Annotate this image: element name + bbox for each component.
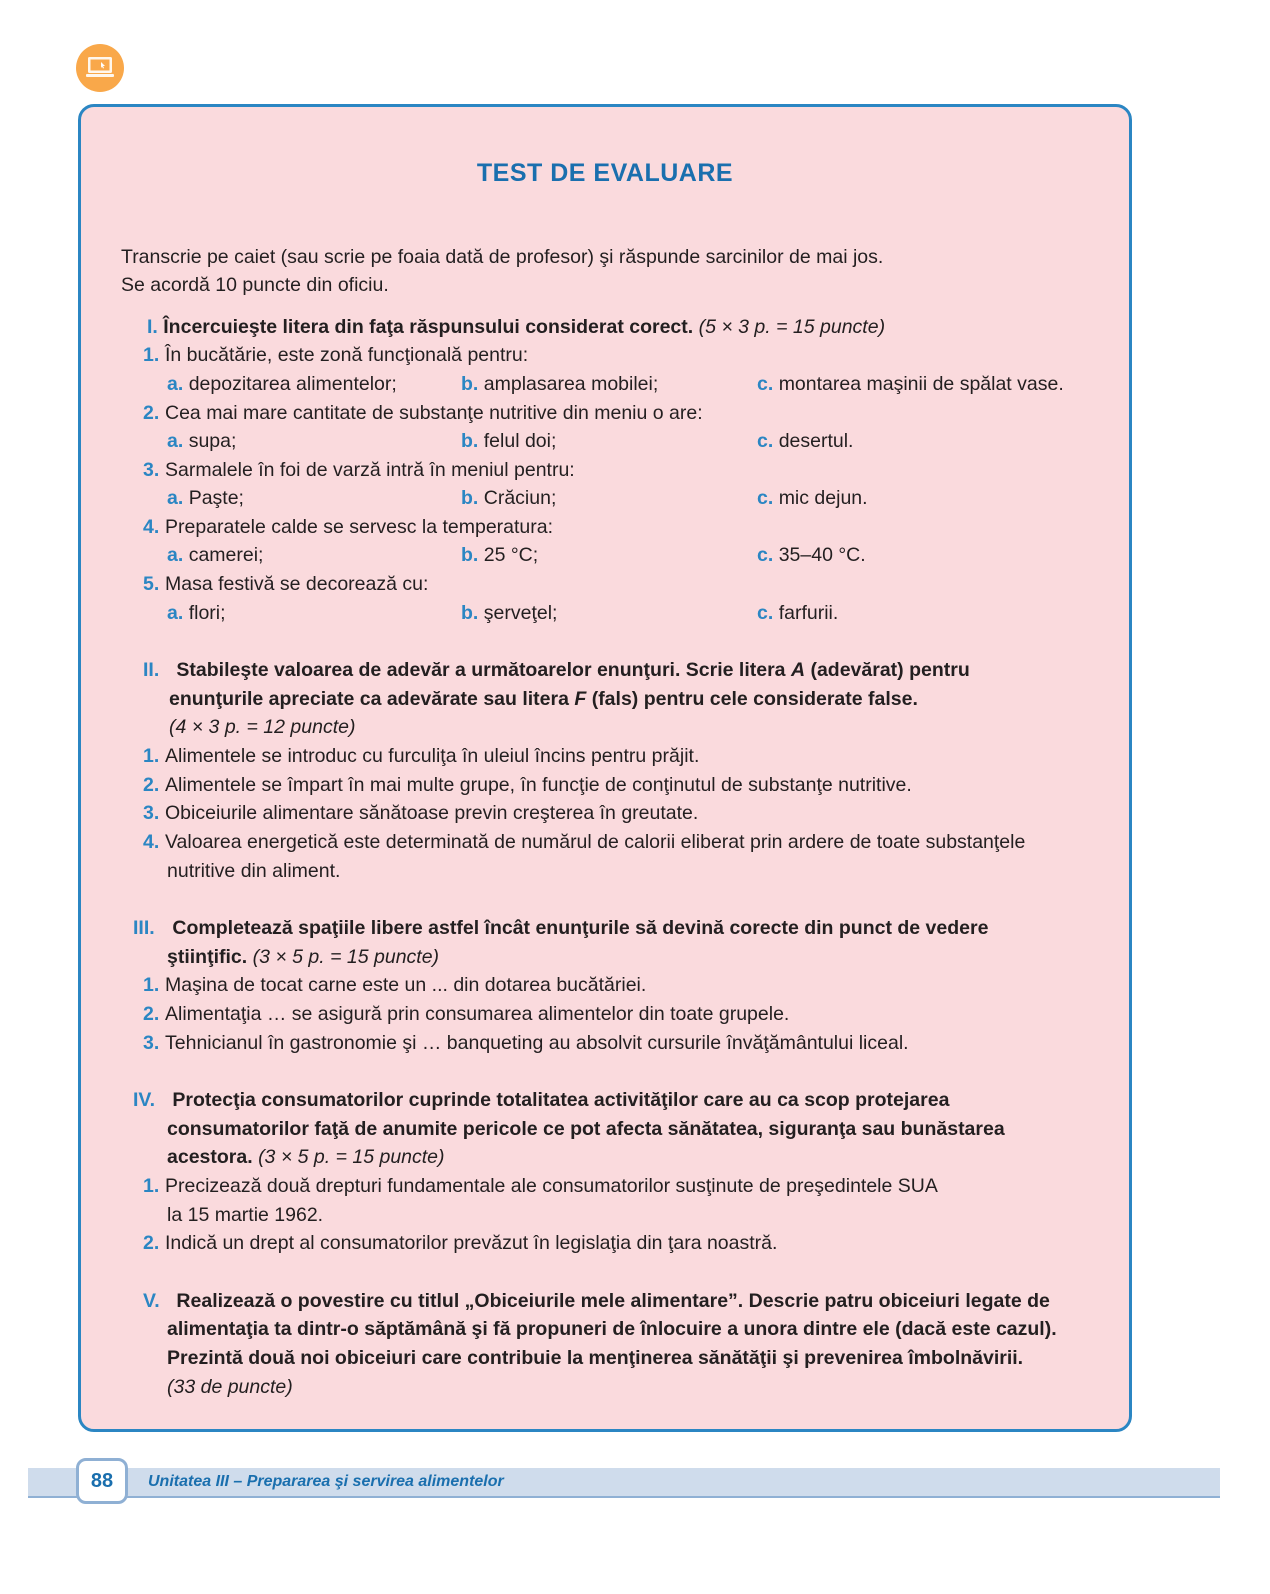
section-3-heading-cont: ştiinţific. (3 × 5 p. = 15 puncte) [167,946,440,968]
intro-line-1: Transcrie pe caiet (sau scrie pe foaia dată de profesor) şi răspunde sarcinilor de mai jos. [121,246,884,268]
question-4: 4. Preparatele calde se servesc la temperatura: [143,516,554,538]
section-2-points: (4 × 3 p. = 12 puncte) [169,716,356,738]
option-3c: c. mic dejun. [757,487,868,509]
section-4-heading-cont-1: consumatorilor faţă de anumite pericole ce pot afecta sănătatea, siguranţa sau bunăstarea [167,1118,1005,1140]
section-2-heading: II. Stabileşte valoarea de adevăr a următoarelor enunţuri. Scrie litera A (adevărat) pentru [143,656,970,684]
evaluation-test-box [78,104,1132,1432]
section-4-heading: IV. Protecţia consumatorilor cuprinde totalitatea activităţilor care au ca scop protejarea [133,1086,949,1114]
page-number: 88 [76,1458,128,1504]
option-5c: c. farfurii. [757,602,839,624]
section-number: IV. [133,1089,156,1111]
consumer-task-1-cont: la 15 martie 1962. [167,1204,324,1226]
question-2: 2. Cea mai mare cantitate de substanţe nutritive din meniu o are: [143,402,703,424]
section-3-heading: III. Completează spaţiile libere astfel încât enunţurile să devină corecte din punct de vedere [133,914,988,942]
question-3: 3. Sarmalele în foi de varză intră în meniul pentru: [143,459,575,481]
consumer-task-2: 2. Indică un drept al consumatorilor prevăzut în legislaţia din ţara noastră. [143,1232,778,1254]
statement-4-cont: nutritive din aliment. [167,860,341,882]
option-3b: b. Crăciun; [461,487,557,509]
question-5: 5. Masa festivă se decorează cu: [143,573,429,595]
option-2c: c. desertul. [757,430,854,452]
section-5-line-3: Prezintă două noi obiceiuri care contribuie la menţinerea sănătăţii şi prevenirea îmbolnăvirii. [167,1347,1024,1369]
computer-icon [76,44,124,92]
section-5-points: (33 de puncte) [167,1376,293,1398]
statement-2: 2. Alimentele se împart în mai multe grupe, în funcţie de conţinutul de substanţe nutritive. [143,774,912,796]
section-4-heading-cont-2: acestora. (3 × 5 p. = 15 puncte) [167,1146,445,1168]
unit-title: Unitatea III – Prepararea şi servirea alimentelor [148,1473,504,1490]
option-1a: a. depozitarea alimentelor; [167,373,397,395]
section-number: II. [143,659,160,681]
option-3a: a. Paşte; [167,487,244,509]
consumer-task-1: 1. Precizează două drepturi fundamentale ale consumatorilor susţinute de preşedintele SUA [143,1175,938,1197]
section-5-heading: V. Realizează o povestire cu titlul „Obiceiurile mele alimentare”. Descrie patru obiceiuri legate de [143,1287,1050,1315]
section-5-line-2: alimentaţia ta dintr-o săptămână şi fă propuneri de înlocuire a unora dintre ele (dacă este cazul). [167,1318,1057,1340]
fill-in-3: 3. Tehnicianul în gastronomie şi … banqueting au absolvit cursurile învăţământului liceal. [143,1032,909,1054]
option-2b: b. felul doi; [461,430,557,452]
option-5a: a. flori; [167,602,226,624]
section-number: III. [133,917,155,939]
intro-line-2: Se acordă 10 puncte din oficiu. [121,274,389,296]
statement-3: 3. Obiceiurile alimentare sănătoase previn creşterea în greutate. [143,802,699,824]
section-2-heading-cont: enunţurile apreciate ca adevărate sau litera F (fals) pentru cele considerate false. [169,688,918,710]
test-title: TEST DE EVALUARE [476,159,734,187]
question-1: 1. În bucătărie, este zonă funcţională pentru: [143,344,529,366]
section-number: I. [147,316,158,338]
option-4b: b. 25 °C; [461,544,539,566]
option-4c: c. 35–40 °C. [757,544,866,566]
fill-in-1: 1. Maşina de tocat carne este un ... din dotarea bucătăriei. [143,974,647,996]
section-1-heading: I. Încercuieşte litera din faţa răspunsului considerat corect. (5 × 3 p. = 15 puncte) [147,313,885,341]
section-number: V. [143,1290,160,1312]
option-5b: b. şerveţel; [461,602,558,624]
statement-1: 1. Alimentele se introduc cu furculiţa în uleiul încins pentru prăjit. [143,745,700,767]
option-1b: b. amplasarea mobilei; [461,373,659,395]
option-2a: a. supa; [167,430,237,452]
statement-4: 4. Valoarea energetică este determinată de numărul de calorii eliberat prin ardere de toate substanţele [143,831,1026,853]
option-1c: c. montarea maşinii de spălat vase. [757,373,1064,395]
fill-in-2: 2. Alimentaţia … se asigură prin consumarea alimentelor din toate grupele. [143,1003,790,1025]
option-4a: a. camerei; [167,544,264,566]
